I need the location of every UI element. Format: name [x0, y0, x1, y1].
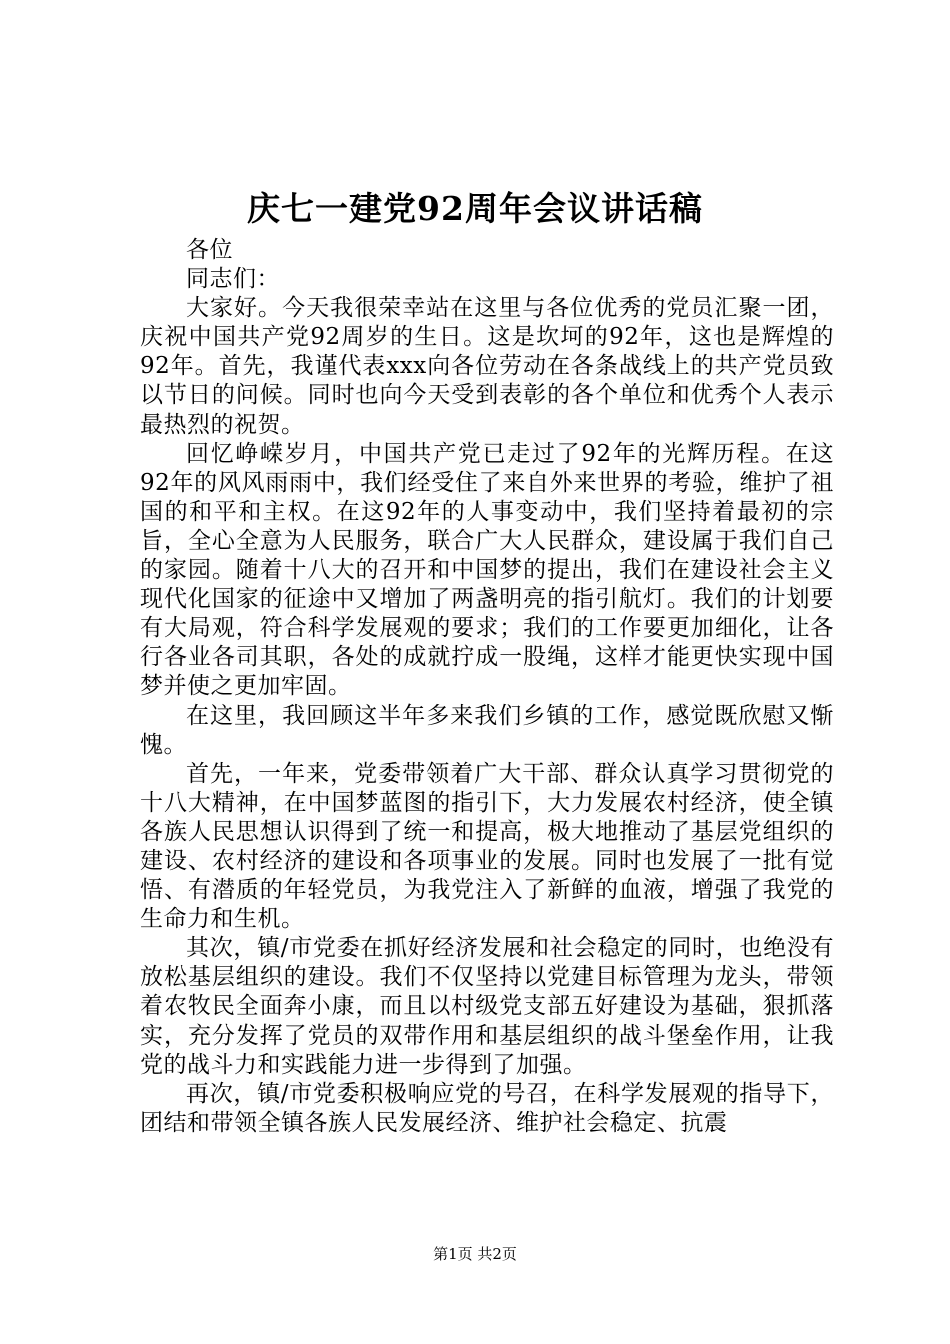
page-number-footer: 第1页 共2页: [433, 1245, 517, 1263]
salutation-line-2: 同志们：: [186, 266, 280, 293]
paragraph: 在这里，我回顾这半年多来我们乡镇的工作，感觉既欣慰又惭愧。: [140, 702, 834, 758]
paragraph: 其次，镇/市党委在抓好经济发展和社会稳定的同时，也绝没有放松基层组织的建设。我们不仅坚持以党建目标管理为龙头，带领着农牧民全面奔小康，而且以村级党支部五好建设为基础，狠抓落实，充分发挥了党员的双带作用和基层组织的战斗堡垒作用，让我党的战斗力和实践能力进一步得到了加强。: [140, 935, 834, 1078]
document-title: 庆七一建党92周年会议讲话稿: [247, 189, 703, 228]
salutation-line-1: 各位: [186, 237, 233, 263]
paragraph: 回忆峥嵘岁月，中国共产党已走过了92年的光辉历程。在这92年的风风雨雨中，我们经受住了来自外来世界的考验，维护了祖国的和平和主权。在这92年的人事变动中，我们坚持着最初的宗旨，全心全意为人民服务，联合广大人民群众，建设属于我们自己的家园。随着十八大的召开和中国梦的提出，我们在建设社会主义现代化国家的征途中又增加了两盏明亮的指引航灯。我们的计划要有大局观，符合科学发展观的要求；我们的工作要更加细化，让各行各业各司其职，各处的成就拧成一股绳，这样才能更快实现中国梦并使之更加牢固。: [140, 440, 834, 700]
paragraph: 首先，一年来，党委带领着广大干部、群众认真学习贯彻党的十八大精神，在中国梦蓝图的指引下，大力发展农村经济，使全镇各族人民思想认识得到了统一和提高，极大地推动了基层党组织的建设、农村经济的建设和各项事业的发展。同时也发展了一批有觉悟、有潜质的年轻党员，为我党注入了新鲜的血液，增强了我党的生命力和生机。: [140, 760, 834, 933]
paragraph: 再次，镇/市党委积极响应党的号召，在科学发展观的指导下，团结和带领全镇各族人民发展经济、维护社会稳定、抗震: [140, 1080, 834, 1136]
paragraph: 大家好。今天我很荣幸站在这里与各位优秀的党员汇聚一团，庆祝中国共产党92周岁的生日。这是坎坷的92年，这也是辉煌的92年。首先，我谨代表xxx向各位劳动在各条战线上的共产党员致以节日的问候。同时也向今天受到表彰的各个单位和优秀个人表示最热烈的祝贺。: [140, 295, 834, 438]
document-body: [140, 236, 834, 1138]
